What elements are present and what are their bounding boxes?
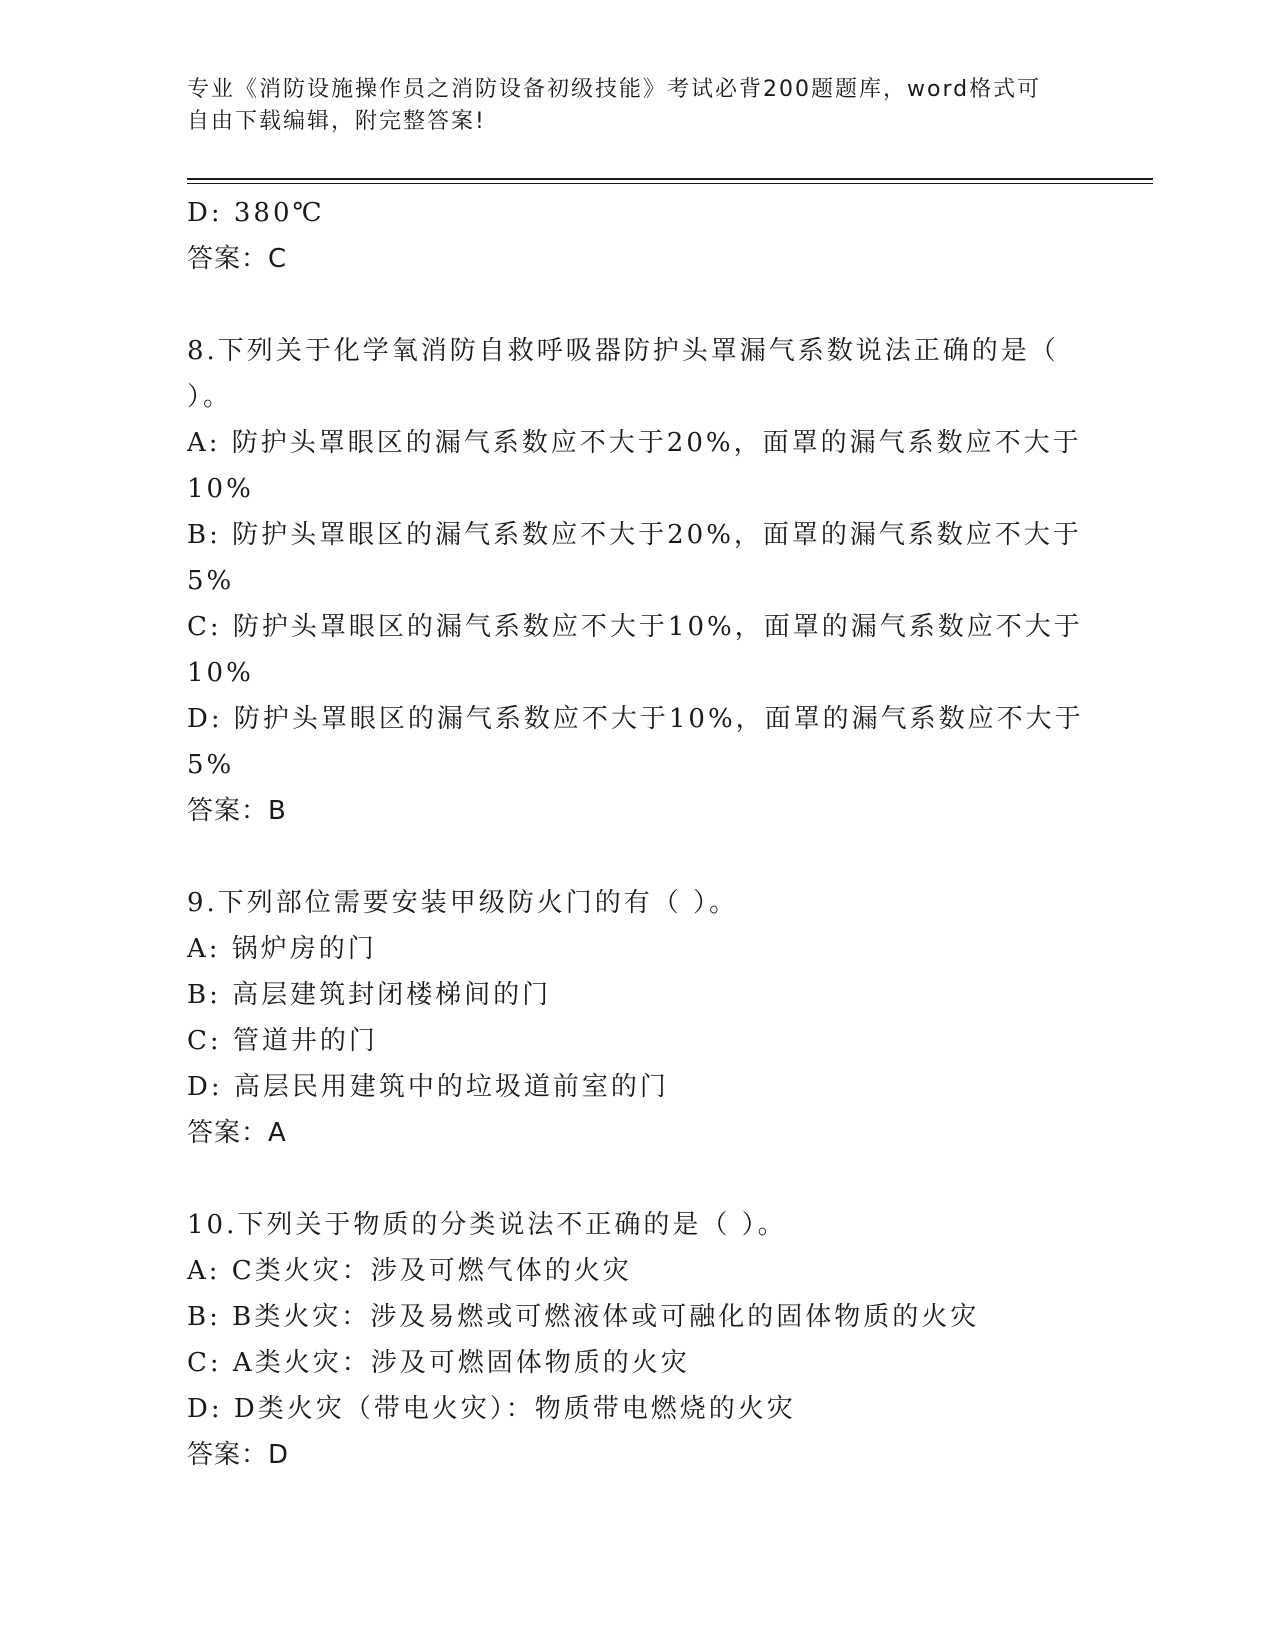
answer-line: 答案：C — [187, 244, 288, 274]
option-b: B: 防护头罩眼区的漏气系数应不大于20%，面罩的漏气系数应不大于 — [187, 520, 1082, 550]
option-c-continued: 10% — [187, 658, 254, 688]
option-d-continued: 5% — [187, 750, 235, 780]
option-b: B: B类火灾：涉及易燃或可燃液体或可融化的固体物质的火灾 — [187, 1302, 980, 1332]
question-8 — [187, 328, 1084, 834]
answer-line: 答案：B — [187, 796, 287, 826]
question-content — [187, 190, 1084, 1478]
option-a: A: 锅炉房的门 — [187, 934, 377, 964]
option-d: D: 防护头罩眼区的漏气系数应不大于10%，面罩的漏气系数应不大于 — [187, 704, 1084, 734]
question-stem: 10.下列关于物质的分类说法不正确的是（ ）。 — [187, 1210, 787, 1240]
option-d: D: 高层民用建筑中的垃圾道前室的门 — [187, 1072, 669, 1102]
question-7-tail — [187, 190, 1067, 282]
question-10 — [187, 1202, 1067, 1478]
option-b: B: 高层建筑封闭楼梯间的门 — [187, 980, 552, 1010]
answer-line: 答案：A — [187, 1118, 287, 1148]
question-stem: 9.下列部位需要安装甲级防火门的有（ ）。 — [187, 888, 739, 918]
question-stem-continued: ）。 — [187, 382, 233, 412]
question-stem: 8.下列关于化学氧消防自救呼吸器防护头罩漏气系数说法正确的是（ — [187, 336, 1059, 366]
option-d: D: D类火灾（带电火灾）：物质带电燃烧的火灾 — [187, 1394, 796, 1424]
option-a-continued: 10% — [187, 474, 254, 504]
option-a: A: 防护头罩眼区的漏气系数应不大于20%，面罩的漏气系数应不大于 — [187, 428, 1082, 458]
header-divider-thin — [187, 183, 1153, 184]
header-divider-thick — [187, 178, 1153, 180]
option-c: C: 管道井的门 — [187, 1026, 378, 1056]
spacer — [187, 834, 1067, 880]
answer-line: 答案：D — [187, 1440, 290, 1470]
header-line-1: 专业《消防设施操作员之消防设备初级技能》考试必背200题题库，word格式可 — [187, 77, 1042, 102]
option-c: C: A类火灾：涉及可燃固体物质的火灾 — [187, 1348, 690, 1378]
spacer — [187, 282, 1067, 328]
spacer — [187, 1156, 1067, 1202]
question-9 — [187, 880, 1067, 1156]
option-d: D: 380℃ — [187, 198, 325, 228]
page-header — [187, 74, 1067, 138]
option-b-continued: 5% — [187, 566, 235, 596]
header-line-2: 自由下载编辑，附完整答案! — [187, 109, 486, 134]
option-a: A: C类火灾：涉及可燃气体的火灾 — [187, 1256, 632, 1286]
option-c: C: 防护头罩眼区的漏气系数应不大于10%，面罩的漏气系数应不大于 — [187, 612, 1083, 642]
